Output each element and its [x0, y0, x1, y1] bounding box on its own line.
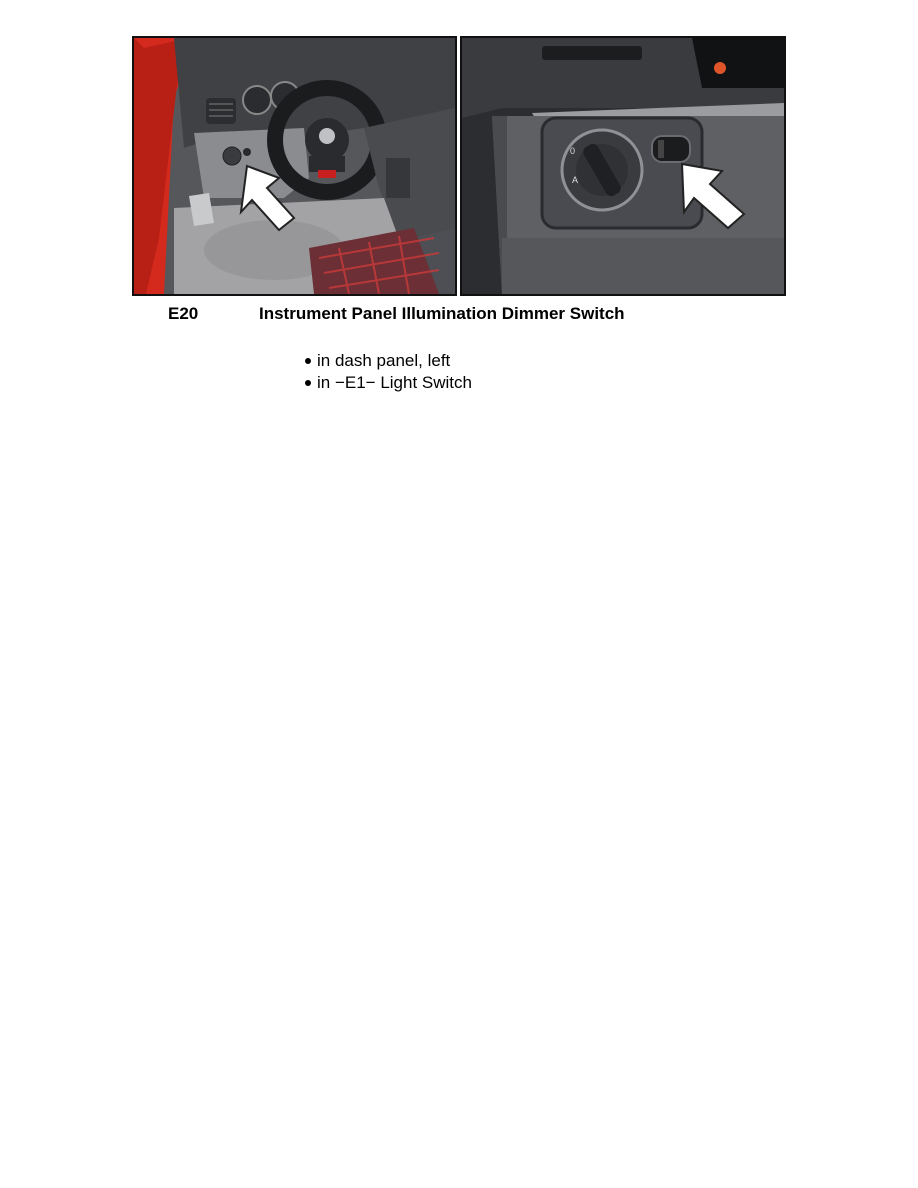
- location-text: in −E1− Light Switch: [317, 373, 472, 392]
- switch-photo: [460, 36, 786, 296]
- location-text: in dash panel, left: [317, 351, 451, 370]
- component-title: Instrument Panel Illumination Dimmer Switch: [259, 304, 625, 323]
- interior-illustration: [134, 38, 455, 294]
- location-item: [303, 350, 472, 372]
- interior-photo: [132, 36, 457, 296]
- bullet-icon: [305, 358, 311, 364]
- switch-illustration: [462, 38, 784, 294]
- location-item: [303, 372, 472, 394]
- bullet-icon: [305, 380, 311, 386]
- svg-text:0: 0: [570, 146, 576, 156]
- location-list: [303, 350, 472, 394]
- svg-text:A: A: [572, 175, 579, 185]
- component-code: E20: [168, 304, 199, 323]
